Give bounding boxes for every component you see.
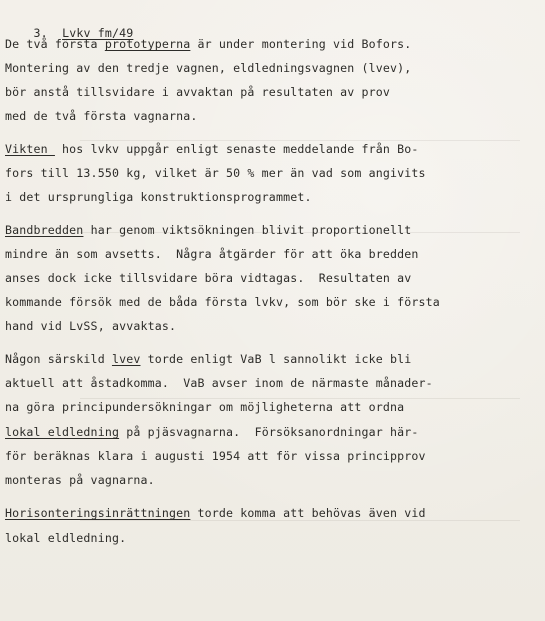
text-segment: har genom viktsökningen blivit proportionellt [83, 223, 412, 237]
underlined-term: Bandbredden [5, 223, 84, 237]
underlined-term: Vikten_ [5, 142, 55, 156]
text-line [5, 531, 126, 545]
text-line [5, 85, 390, 99]
underlined-term: prototyperna [104, 37, 191, 51]
text-line [5, 352, 411, 366]
text-segment: monteras på vagnarna. [5, 473, 155, 487]
text-line [5, 37, 411, 51]
text-segment: Någon särskild [5, 352, 112, 366]
text-line [5, 223, 411, 237]
text-line [5, 166, 426, 180]
text-segment: fors till 13.550 kg, vilket är 50 % mer än vad som angivits [5, 166, 426, 180]
text-segment: kommande försök med de båda första lvkv, som bör ske i första [5, 295, 440, 309]
bleed-through-line [80, 140, 520, 141]
section-title: Lvkv fm/49 [62, 26, 134, 40]
text-line [5, 319, 176, 333]
underlined-term: lvev [111, 352, 141, 366]
text-line [5, 190, 312, 204]
text-segment: hand vid LvSS, avvaktas. [5, 319, 177, 333]
section-number: 3. [33, 26, 48, 40]
text-segment: med de två första vagnarna. [5, 109, 198, 123]
text-segment: i det ursprungliga konstruktionsprogrammet. [5, 190, 312, 204]
text-segment: torde enligt VaB l sannolikt icke bli [140, 352, 412, 366]
text-line [5, 506, 426, 520]
text-segment: bör anstå tillsvidare i avvaktan på resultaten av prov [5, 85, 391, 99]
text-segment: aktuell att åstadkomma. VaB avser inom de närmaste månader- [5, 376, 433, 390]
bleed-through-line [80, 520, 520, 521]
text-line [5, 61, 411, 75]
underlined-term: lokal eldledning [5, 425, 120, 439]
text-segment: hos lvkv uppgår enligt senaste meddelande från Bo- [54, 142, 419, 156]
text-line [5, 400, 404, 414]
text-segment: De två första [5, 37, 105, 51]
text-line [5, 247, 419, 261]
text-segment: på pjäsvagnarna. Försöksanordningar här- [119, 425, 419, 439]
text-segment: anses dock icke tillsvidare böra vidtagas. Resultaten av [5, 271, 412, 285]
text-segment: mindre än som avsetts. Några åtgärder för att öka bredden [5, 247, 419, 261]
text-line [5, 449, 426, 463]
text-line [5, 109, 198, 123]
text-segment: Montering av den tredje vagnen, eldledningsvagnen (lvev), [5, 61, 412, 75]
text-segment: för beräknas klara i augusti 1954 att för vissa principprov [5, 449, 426, 463]
text-line [5, 295, 440, 309]
text-line [5, 271, 411, 285]
underlined-term: Horisonteringsinrättningen [5, 506, 191, 520]
text-segment: na göra principundersökningar om möjligheterna att ordna [5, 400, 405, 414]
text-segment: torde komma att behövas även vid [190, 506, 426, 520]
bleed-through-line [80, 398, 520, 399]
text-line [5, 473, 155, 487]
text-line [5, 425, 419, 439]
text-line [5, 376, 433, 390]
text-line [5, 142, 419, 156]
text-segment: är under montering vid Bofors. [190, 37, 412, 51]
text-segment: lokal eldledning. [5, 531, 127, 545]
